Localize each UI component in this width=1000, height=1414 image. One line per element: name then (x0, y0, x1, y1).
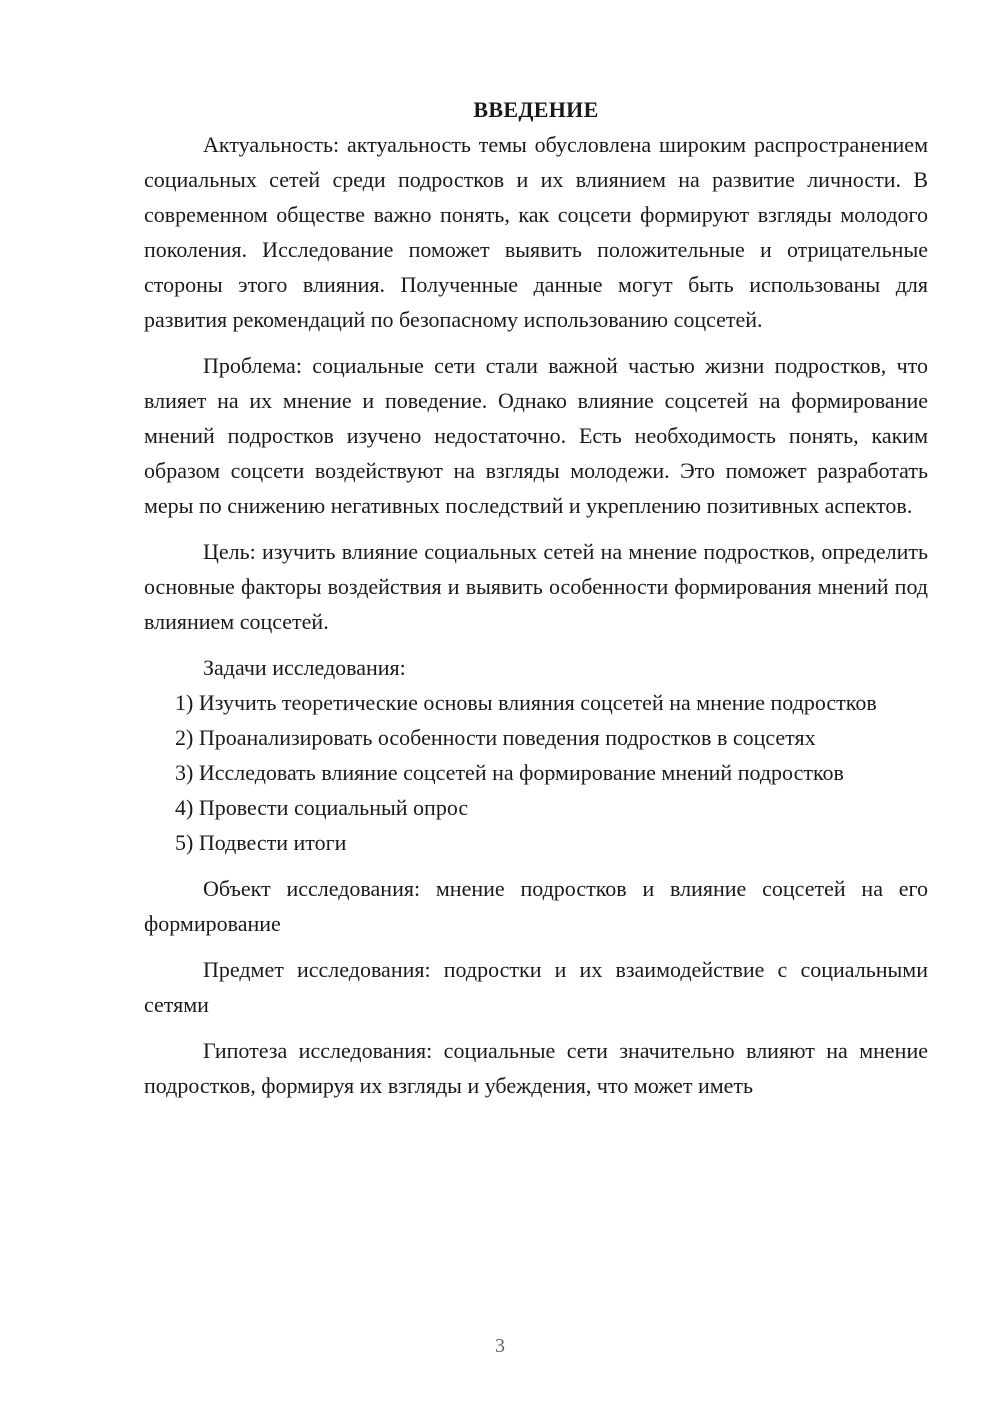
page-content (144, 92, 928, 1103)
paragraph-object: Объект исследования: мнение подростков и влияние соцсетей на его формирование (144, 876, 928, 936)
task-item: 3) Исследовать влияние соцсетей на формирование мнений подростков (175, 760, 844, 785)
tasks-heading: Задачи исследования: (203, 655, 406, 680)
task-item: 4) Провести социальный опрос (175, 795, 469, 820)
task-item: 2) Проанализировать особенности поведения подростков в соцсетях (175, 725, 816, 750)
task-item: 1) Изучить теоретические основы влияния соцсетей на мнение подростков (175, 690, 877, 715)
page-title: ВВЕДЕНИЕ (473, 97, 599, 122)
paragraph-problem: Проблема: социальные сети стали важной частью жизни подростков, что влияет на их мнение и поведение. Однако влияние соцсетей на формирование мнений подростков изучено недостаточно. Есть необходимость понять, каким образом соцсети воздействуют на взгляды молодежи. Это поможет разработать меры по снижению негативных последствий и укреплению позитивных аспектов. (144, 353, 928, 518)
paragraph-relevance: Актуальность: актуальность темы обусловлена широким распространением социальных сетей среди подростков и их влиянием на развитие личности. В современном обществе важно понять, как соцсети формируют взгляды молодого поколения. Исследование поможет выявить положительные и отрицательные стороны этого влияния. Полученные данные могут быть использованы для развития рекомендаций по безопасному использованию соцсетей. (144, 132, 928, 332)
page-number: 3 (495, 1335, 505, 1357)
task-item: 5) Подвести итоги (175, 830, 347, 855)
paragraph-goal: Цель: изучить влияние социальных сетей на мнение подростков, определить основные факторы воздействия и выявить особенности формирования мнений под влиянием соцсетей. (144, 539, 928, 634)
paragraph-hypothesis: Гипотеза исследования: социальные сети значительно влияют на мнение подростков, формируя их взгляды и убеждения, что может иметь (144, 1038, 928, 1098)
paragraph-subject: Предмет исследования: подростки и их взаимодействие с социальными сетями (144, 957, 928, 1017)
